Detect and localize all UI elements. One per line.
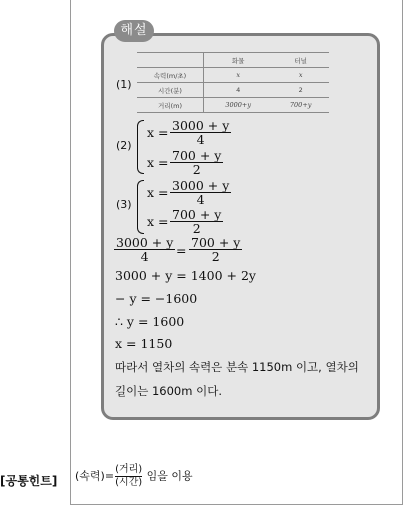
- fraction-denominator: 2: [211, 249, 220, 264]
- step1-right-fraction: [189, 236, 242, 264]
- hint-label: [공통힌트]: [0, 474, 58, 488]
- hint-text: [75, 464, 193, 489]
- table-cell: 2: [272, 83, 329, 98]
- table-row: [137, 68, 329, 83]
- table-cell: x: [204, 68, 273, 83]
- part3-eq2-lhs: x =: [147, 214, 169, 229]
- fraction-numerator: 3000 + y: [172, 178, 230, 193]
- hint-suffix: 임을 이용: [143, 469, 193, 483]
- table-header-cell: [137, 53, 204, 68]
- part1-number: (1): [116, 78, 132, 91]
- fraction-numerator: (거리): [115, 464, 143, 475]
- problem-table: [137, 52, 329, 113]
- fraction-denominator: 2: [192, 162, 201, 177]
- part2-eq1-fraction: [170, 119, 231, 147]
- hint-fraction: [115, 464, 142, 489]
- table-cell: 4: [204, 83, 273, 98]
- part2-number: (2): [116, 139, 132, 152]
- fraction-numerator: 700 + y: [172, 207, 222, 222]
- part3-eq1-lhs: x =: [147, 185, 169, 200]
- table-cell: 700+y: [272, 98, 329, 113]
- step4-equation: ∴ y = 1600: [115, 314, 185, 329]
- table-row: [137, 83, 329, 98]
- hint-prefix: (속력)=: [75, 469, 115, 483]
- conclusion-line-2: 길이는 1600m 이다.: [115, 384, 222, 398]
- solution-label: 해설: [114, 20, 154, 42]
- fraction-numerator: 700 + y: [191, 235, 241, 250]
- part3-eq1-fraction: [170, 179, 231, 207]
- fraction-numerator: 700 + y: [172, 148, 222, 163]
- table-header-cell: 화물: [204, 53, 273, 68]
- table-header-cell: 터널: [272, 53, 329, 68]
- fraction-numerator: 3000 + y: [172, 118, 230, 133]
- step1-left-fraction: [114, 236, 175, 264]
- fraction-denominator: 4: [140, 249, 149, 264]
- table-cell: 3000+y: [204, 98, 273, 113]
- fraction-numerator: 3000 + y: [116, 235, 174, 250]
- fraction-denominator: 4: [196, 132, 205, 147]
- part3-brace: [137, 180, 144, 234]
- part2-brace: [137, 120, 144, 174]
- step5-equation: x = 1150: [115, 336, 173, 351]
- step2-equation: 3000 + y = 1400 + 2y: [115, 268, 256, 283]
- step3-equation: − y = −1600: [115, 291, 198, 306]
- conclusion-line-1: 따라서 열차의 속력은 분속 1150m 이고, 열차의: [115, 360, 359, 374]
- table-row-label: 시간(분): [137, 83, 204, 98]
- part3-number: (3): [116, 198, 132, 211]
- part3-eq2-fraction: [170, 208, 223, 236]
- table-cell: x: [272, 68, 329, 83]
- part2-eq2-fraction: [170, 149, 223, 177]
- fraction-denominator: (시간): [115, 477, 143, 488]
- table-row-label: 속력(m/초): [137, 68, 204, 83]
- table-row-label: 거리(m): [137, 98, 204, 113]
- table-row: [137, 98, 329, 113]
- part2-eq1-lhs: x =: [147, 125, 169, 140]
- step1-equals: =: [176, 243, 187, 258]
- part2-eq2-lhs: x =: [147, 155, 169, 170]
- fraction-denominator: 2: [192, 221, 201, 236]
- fraction-denominator: 4: [196, 192, 205, 207]
- table-header-row: [137, 53, 329, 68]
